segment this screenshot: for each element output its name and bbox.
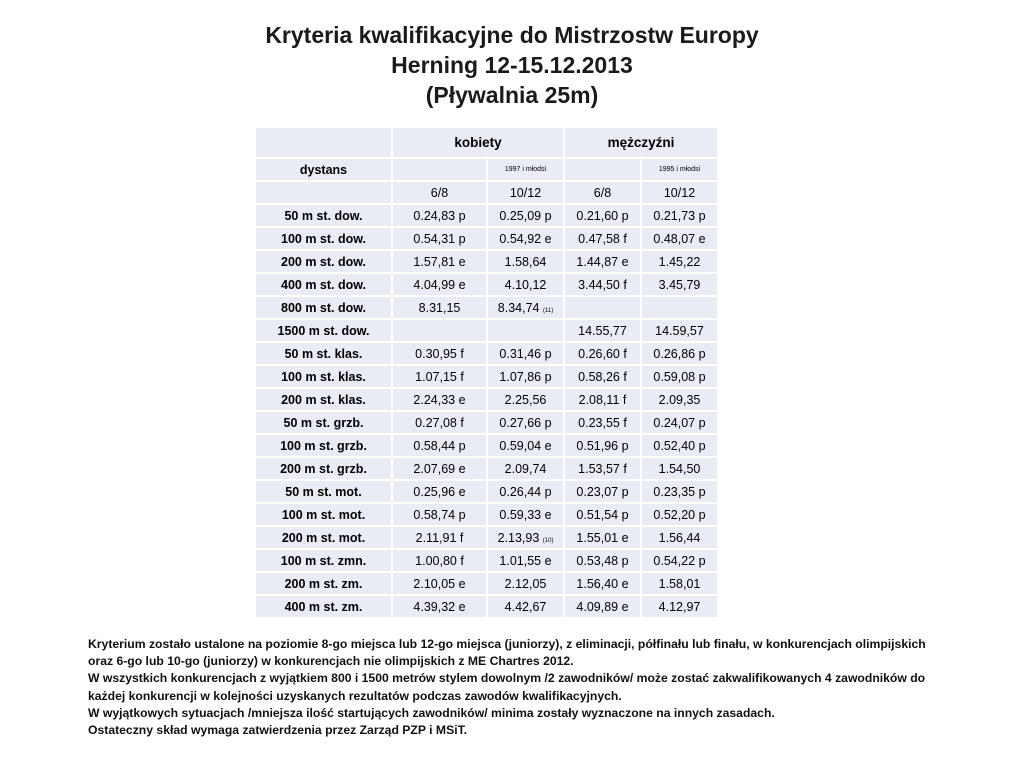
cell-value: 1.56,44 [658, 530, 701, 545]
header-women-senior-note [392, 158, 487, 181]
women-1012-cell [487, 503, 564, 526]
women-68-cell [392, 273, 487, 296]
cell-value: 1.00,80 f [415, 553, 464, 568]
note-line: W wyjątkowych sytuacjach /mniejsza ilość startujących zawodników/ minima zostały wyznaczone na innych zasadach. [88, 705, 775, 720]
cell-value: 0.26,60 f [578, 346, 627, 361]
header-empty-cell [255, 127, 392, 158]
cell-value: 2.12,05 [504, 576, 547, 591]
table-row [255, 204, 718, 227]
cell-value: 1.53,57 f [578, 461, 627, 476]
event-name-cell [255, 227, 392, 250]
event-name-cell [255, 549, 392, 572]
women-68-cell [392, 342, 487, 365]
event-name-cell [255, 342, 392, 365]
men-1012-cell [641, 319, 718, 342]
cell-value: 2.11,91 f [415, 530, 464, 545]
cell-value: 1.01,55 e [499, 553, 552, 568]
cell-value: 4.10,12 [504, 277, 547, 292]
table-row [255, 296, 718, 319]
cell-value: 1.07,15 f [415, 369, 464, 384]
note-line: W wszystkich konkurencjach z wyjątkiem 800 i 1500 metrów stylem dowolnym /2 zawodników/ może zostać zakwalifikowanych 4 zawodników do [88, 671, 926, 686]
cell-value: 1.57,81 e [413, 254, 466, 269]
cell-value: 2.25,56 [504, 392, 547, 407]
title-line-1: Kryteria kwalifikacyjne do Mistrzostw Europy [265, 22, 759, 48]
cell-value: 50 m st. dow. [284, 208, 363, 223]
cell-value: 4.04,99 e [413, 277, 466, 292]
women-68-cell [392, 480, 487, 503]
event-name-cell [255, 572, 392, 595]
cell-value: 1.55,01 e [576, 530, 629, 545]
cell-footnote: (10) [542, 537, 554, 544]
women-1012-cell [487, 434, 564, 457]
cell-value: 0.54,22 p [653, 553, 706, 568]
women-1012-cell [487, 227, 564, 250]
cell-value: 50 m st. grzb. [283, 415, 364, 430]
men-1012-cell [641, 227, 718, 250]
cell-value: 100 m st. dow. [281, 231, 366, 246]
cell-footnote: (11) [542, 307, 554, 314]
women-68-cell [392, 595, 487, 618]
men-1012-cell [641, 250, 718, 273]
cell-value: 0.54,92 e [499, 231, 552, 246]
cell-value: 200 m st. zm. [284, 576, 363, 591]
header-col-women-1012: 10/12 [487, 181, 564, 204]
women-1012-cell [487, 204, 564, 227]
men-1012-cell [641, 342, 718, 365]
men-1012-cell [641, 572, 718, 595]
women-1012-cell [487, 296, 564, 319]
header-row-1 [255, 127, 718, 158]
header-empty-cell [255, 181, 392, 204]
cell-value: 0.23,07 p [576, 484, 629, 499]
women-1012-cell [487, 250, 564, 273]
cell-value: 200 m st. grzb. [280, 461, 367, 476]
table-row [255, 250, 718, 273]
header-men-junior-note: 1995 i młodsi [641, 158, 718, 181]
event-name-cell [255, 365, 392, 388]
table-row [255, 595, 718, 618]
cell-value: 8.31,15 [418, 300, 461, 315]
cell-value: 4.09,89 e [576, 599, 629, 614]
men-1012-cell [641, 273, 718, 296]
table-row [255, 227, 718, 250]
cell-value: 0.58,44 p [413, 438, 466, 453]
event-name-cell [255, 503, 392, 526]
men-1012-cell [641, 365, 718, 388]
cell-value: 0.26,44 p [499, 484, 552, 499]
cell-value: 1.58,64 [504, 254, 547, 269]
cell-value: 2.08,11 f [578, 392, 627, 407]
cell-value: 2.09,74 [504, 461, 547, 476]
cell-value: 0.27,08 f [415, 415, 464, 430]
cell-value: 4.12,97 [658, 599, 701, 614]
note-line: oraz 6-go lub 10-go (juniorzy) w konkurencjach nie olimpijskich z ME Chartres 2012. [88, 654, 574, 669]
women-1012-cell [487, 342, 564, 365]
men-1012-cell [641, 595, 718, 618]
event-name-cell [255, 411, 392, 434]
men-1012-cell [641, 296, 718, 319]
cell-value: 0.26,86 p [653, 346, 706, 361]
men-1012-cell [641, 503, 718, 526]
cell-value: 2.09,35 [658, 392, 701, 407]
cell-value: 0.52,20 p [653, 507, 706, 522]
event-name-cell [255, 250, 392, 273]
header-women: kobiety [392, 127, 564, 158]
women-68-cell [392, 434, 487, 457]
men-68-cell [564, 388, 641, 411]
event-name-cell [255, 296, 392, 319]
table-row [255, 457, 718, 480]
men-68-cell [564, 204, 641, 227]
men-1012-cell [641, 388, 718, 411]
women-1012-cell [487, 273, 564, 296]
table-row [255, 526, 718, 549]
women-1012-cell [487, 457, 564, 480]
header-col-men-1012: 10/12 [641, 181, 718, 204]
cell-value: 0.59,33 e [499, 507, 552, 522]
cell-value: 3.45,79 [658, 277, 701, 292]
cell-value: 0.47,58 f [578, 231, 627, 246]
header-men: mężczyźni [564, 127, 718, 158]
cell-value: 1.54,50 [658, 461, 701, 476]
cell-value: 0.24,07 p [653, 415, 706, 430]
men-1012-cell [641, 549, 718, 572]
cell-value: 0.23,35 p [653, 484, 706, 499]
cell-value: 2.10,05 e [413, 576, 466, 591]
cell-value: 200 m st. klas. [281, 392, 366, 407]
title-line-3: (Pływalnia 25m) [425, 82, 599, 108]
women-68-cell [392, 227, 487, 250]
event-name-cell [255, 434, 392, 457]
event-name-cell [255, 457, 392, 480]
women-1012-cell [487, 365, 564, 388]
cell-value: 0.24,83 p [413, 208, 466, 223]
table-row [255, 434, 718, 457]
men-68-cell [564, 365, 641, 388]
cell-value: 400 m st. zm. [284, 599, 363, 614]
men-68-cell [564, 572, 641, 595]
men-68-cell [564, 227, 641, 250]
table-row [255, 549, 718, 572]
women-68-cell [392, 526, 487, 549]
men-68-cell [564, 296, 641, 319]
event-name-cell [255, 526, 392, 549]
event-name-cell [255, 595, 392, 618]
title-block [0, 20, 1024, 110]
cell-value: 4.42,67 [504, 599, 547, 614]
event-name-cell [255, 319, 392, 342]
cell-value: 0.58,26 f [578, 369, 627, 384]
cell-value: 0.51,54 p [576, 507, 629, 522]
table-row [255, 411, 718, 434]
cell-value: 2.13,93 [497, 530, 540, 545]
women-1012-cell [487, 480, 564, 503]
cell-value: 100 m st. zmn. [280, 553, 367, 568]
men-1012-cell [641, 434, 718, 457]
men-68-cell [564, 250, 641, 273]
note-line: Kryterium zostało ustalone na poziomie 8-go miejsca lub 12-go miejsca (juniorzy), z eliminacji, półfinału lub finału, w konkurencjach olimpijskich [88, 637, 926, 651]
men-68-cell [564, 595, 641, 618]
cell-value: 2.24,33 e [413, 392, 466, 407]
header-col-men-68: 6/8 [564, 181, 641, 204]
men-68-cell [564, 273, 641, 296]
table-row [255, 388, 718, 411]
cell-value: 100 m st. grzb. [280, 438, 367, 453]
cell-value: 0.30,95 f [415, 346, 464, 361]
cell-value: 50 m st. klas. [284, 346, 363, 361]
cell-value: 1.44,87 e [576, 254, 629, 269]
men-1012-cell [641, 457, 718, 480]
header-women-junior-note: 1997 i młodsi [487, 158, 564, 181]
women-68-cell [392, 457, 487, 480]
women-68-cell [392, 204, 487, 227]
women-68-cell [392, 250, 487, 273]
title-line-2: Herning 12-15.12.2013 [391, 52, 633, 78]
header-row-2 [255, 158, 718, 181]
cell-value: 100 m st. mot. [281, 507, 366, 522]
cell-value: 0.59,04 e [499, 438, 552, 453]
cell-value: 14.59,57 [655, 323, 704, 338]
men-1012-cell [641, 204, 718, 227]
cell-value: 0.53,48 p [576, 553, 629, 568]
cell-value: 1.58,01 [658, 576, 701, 591]
men-68-cell [564, 319, 641, 342]
men-68-cell [564, 434, 641, 457]
women-68-cell [392, 549, 487, 572]
women-68-cell [392, 319, 487, 342]
cell-value: 0.31,46 p [499, 346, 552, 361]
cell-value: 800 m st. dow. [281, 300, 366, 315]
table-row [255, 503, 718, 526]
women-68-cell [392, 365, 487, 388]
event-name-cell [255, 388, 392, 411]
header-distance: dystans [255, 158, 392, 181]
women-1012-cell [487, 411, 564, 434]
cell-value: 0.48,07 e [653, 231, 706, 246]
men-1012-cell [641, 411, 718, 434]
women-1012-cell [487, 595, 564, 618]
header-men-senior-note [564, 158, 641, 181]
table-row [255, 572, 718, 595]
women-1012-cell [487, 319, 564, 342]
cell-value: 0.52,40 p [653, 438, 706, 453]
men-1012-cell [641, 526, 718, 549]
cell-value: 2.07,69 e [413, 461, 466, 476]
cell-value: 0.21,73 p [653, 208, 706, 223]
note-line: każdej konkurencji w kolejności uzyskanych rezultatów podczas zawodów kwalifikacyjnych. [88, 688, 622, 703]
table-row [255, 342, 718, 365]
cell-value: 1.45,22 [658, 254, 701, 269]
cell-value: 3.44,50 f [578, 277, 627, 292]
cell-value: 0.54,31 p [413, 231, 466, 246]
women-68-cell [392, 411, 487, 434]
cell-value: 0.59,08 p [653, 369, 706, 384]
cell-value: 0.21,60 p [576, 208, 629, 223]
table-row [255, 273, 718, 296]
cell-value: 4.39,32 e [413, 599, 466, 614]
cell-value: 1500 m st. dow. [277, 323, 370, 338]
event-name-cell [255, 204, 392, 227]
cell-value: 8.34,74 [497, 300, 540, 315]
men-68-cell [564, 503, 641, 526]
criteria-table [254, 126, 719, 619]
women-1012-cell [487, 549, 564, 572]
women-1012-cell [487, 388, 564, 411]
cell-value: 0.27,66 p [499, 415, 552, 430]
cell-value: 50 m st. mot. [285, 484, 362, 499]
women-68-cell [392, 296, 487, 319]
table-row [255, 480, 718, 503]
header-row-3 [255, 181, 718, 204]
women-1012-cell [487, 572, 564, 595]
men-68-cell [564, 480, 641, 503]
women-1012-cell [487, 526, 564, 549]
cell-value: 0.23,55 f [578, 415, 627, 430]
notes-block [88, 636, 988, 739]
cell-value: 200 m st. dow. [281, 254, 366, 269]
cell-value: 100 m st. klas. [281, 369, 366, 384]
men-68-cell [564, 411, 641, 434]
women-68-cell [392, 572, 487, 595]
cell-value: 1.56,40 e [576, 576, 629, 591]
cell-value: 200 m st. mot. [281, 530, 366, 545]
cell-value: 0.58,74 p [413, 507, 466, 522]
men-68-cell [564, 526, 641, 549]
men-68-cell [564, 457, 641, 480]
cell-value: 14.55,77 [578, 323, 627, 338]
event-name-cell [255, 480, 392, 503]
event-name-cell [255, 273, 392, 296]
cell-value: 0.25,96 e [413, 484, 466, 499]
cell-value: 400 m st. dow. [281, 277, 366, 292]
note-line: Ostateczny skład wymaga zatwierdzenia przez Zarząd PZP i MSiT. [88, 723, 468, 738]
women-68-cell [392, 388, 487, 411]
cell-value: 1.07,86 p [499, 369, 552, 384]
women-68-cell [392, 503, 487, 526]
men-68-cell [564, 342, 641, 365]
cell-value: 0.51,96 p [576, 438, 629, 453]
cell-value: 0.25,09 p [499, 208, 552, 223]
header-col-women-68: 6/8 [392, 181, 487, 204]
men-1012-cell [641, 480, 718, 503]
men-68-cell [564, 549, 641, 572]
table-row [255, 319, 718, 342]
table-row [255, 365, 718, 388]
